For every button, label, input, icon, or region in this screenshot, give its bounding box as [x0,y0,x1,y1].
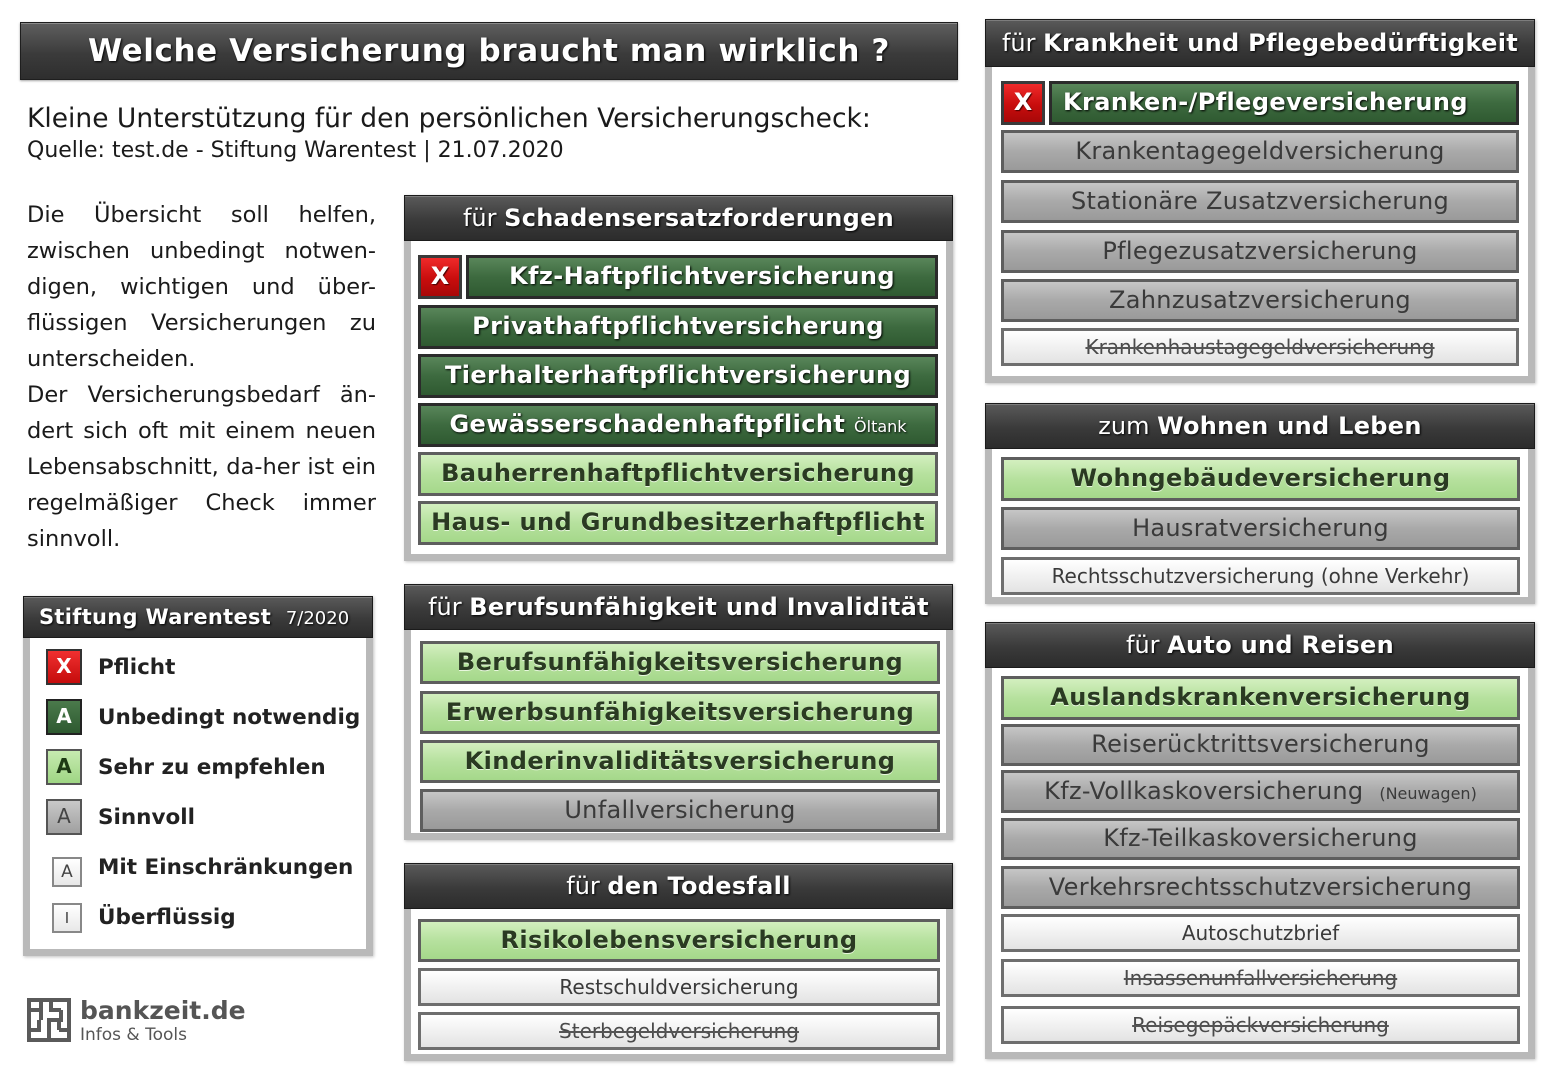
legend-header [23,596,373,638]
header-title: Krankheit und Pflegebedürftigkeit [1043,29,1519,57]
header-prefix: für [1001,29,1036,57]
header-title: Wohnen und Leben [1157,412,1422,440]
insurance-berufsunfaehigkeit: Berufsunfähigkeitsversicherung [420,641,940,684]
a-mark-icon: A [46,799,82,835]
panel-wohnen [985,403,1535,604]
legend-label: Pflicht [98,655,176,680]
insurance-wohngebaeude: Wohngebäudeversicherung [1001,457,1520,501]
insurance-gewaesserschaden [418,403,938,447]
a-mark-icon: A [52,857,82,887]
insurance-kranken-pflege: Kranken-/Pflegeversicherung [1049,81,1519,125]
panel-schadensersatz [404,195,953,561]
panel-todesfall [404,863,953,1061]
header-prefix: für [1126,631,1160,659]
panel-auto [985,622,1535,1059]
insurance-insassenunfall: Insassenunfallversicherung [1001,959,1520,997]
insurance-kfz-vollkasko [1001,770,1520,813]
page-title: Welche Versicherung braucht man wirklich ? [20,22,958,80]
insurance-unfall: Unfallversicherung [420,789,940,832]
insurance-krankentagegeld: Krankentagegeldversicherung [1001,130,1519,173]
insurance-suffix: (Neuwagen) [1379,784,1477,803]
pflicht-x-icon: X [1001,81,1045,125]
legend-panel [23,596,373,956]
logo-name: bankzeit.de [80,996,246,1025]
x-mark-icon: X [46,649,82,685]
insurance-zahnzusatz: Zahnzusatzversicherung [1001,279,1519,322]
legend-label: Sehr zu empfehlen [98,755,326,780]
insurance-reiseruecktritt: Reiserücktrittsversicherung [1001,724,1520,766]
panel-header [985,622,1535,668]
insurance-suffix: Öltank [854,417,907,436]
header-prefix: für [566,872,600,900]
header-prefix: zum [1098,412,1150,440]
insurance-risikoleben: Risikolebensversicherung [418,919,940,962]
panel-header [985,403,1535,449]
legend-label: Sinnvoll [98,805,195,830]
insurance-label: Gewässerschadenhaftpflicht [449,410,846,438]
insurance-kfz-teilkasko: Kfz-Teilkaskoversicherung [1001,818,1520,860]
insurance-erwerbsunfaehigkeit: Erwerbsunfähigkeitsversicherung [420,691,940,734]
insurance-kinderinvaliditaet: Kinderinvaliditätsversicherung [420,740,940,783]
intro-text: Kleine Unterstützung für den persönlichen Versicherungscheck: [27,103,871,134]
insurance-auslandskranken: Auslandskrankenversicherung [1001,676,1520,720]
header-prefix: für [462,204,497,232]
legend-title: Stiftung Warentest [39,605,272,629]
legend-label: Überflüssig [98,905,236,930]
insurance-hausrat: Hausratversicherung [1001,507,1520,550]
panel-header [404,584,953,630]
panel-header [404,863,953,909]
legend-label: Mit Einschränkungen [98,855,354,880]
a-mark-icon: A [46,699,82,735]
insurance-reisegepaeck: Reisegepäckversicherung [1001,1006,1520,1044]
description [27,197,376,557]
insurance-bauherrenhaftpflicht: Bauherrenhaftpflichtversicherung [418,452,938,496]
insurance-privathaftpflicht: Privathaftpflichtversicherung [418,305,938,349]
maze-logo-icon [27,998,71,1042]
panel-berufsunfaehigkeit [404,584,953,840]
insurance-haus-grundbesitzer: Haus- und Grundbesitzerhaftpflicht [418,501,938,545]
insurance-pflegezusatz: Pflegezusatzversicherung [1001,230,1519,273]
source-text: Quelle: test.de - Stiftung Warentest | 21.07.2020 [27,138,564,163]
insurance-label: Kfz-Vollkaskoversicherung [1044,777,1364,805]
insurance-restschuld: Restschuldversicherung [418,968,940,1006]
insurance-krankenhaustagegeld: Krankenhaustagegeldversicherung [1001,328,1519,366]
a-mark-icon: A [46,749,82,785]
description-paragraph-1: Die Übersicht soll helfen, zwischen unbedingt notwen-digen, wichtigen und über-flüssigen Versicherungen zu unterscheiden. [27,202,376,372]
description-paragraph-2: Der Versicherungsbedarf än-dert sich oft mit einem neuen Lebensabschnitt, da-her ist ein regelmäßiger Check immer sinnvoll. [27,382,376,552]
insurance-stationaere-zusatz: Stationäre Zusatzversicherung [1001,180,1519,223]
logo-subtitle: Infos & Tools [80,1025,187,1045]
panel-krankheit [985,19,1535,383]
header-title: Berufsunfähigkeit und Invalidität [469,593,929,621]
insurance-kfz-haftpflicht: Kfz-Haftpflichtversicherung [466,255,938,299]
header-prefix: für [428,593,462,621]
header-title: den Todesfall [607,872,791,900]
insurance-autoschutzbrief: Autoschutzbrief [1001,914,1520,952]
insurance-sterbegeld: Sterbegeldversicherung [418,1012,940,1050]
panel-header [985,19,1535,67]
pflicht-x-icon: X [418,255,462,299]
legend-label: Unbedingt notwendig [98,705,361,730]
insurance-tierhalterhaftpflicht: Tierhalterhaftpflichtversicherung [418,354,938,398]
header-title: Schadensersatzforderungen [504,204,895,232]
insurance-verkehrsrechtsschutz: Verkehrsrechtsschutzversicherung [1001,866,1520,909]
insurance-rechtsschutz: Rechtsschutzversicherung (ohne Verkehr) [1001,557,1520,595]
panel-header [404,195,953,241]
header-title: Auto und Reisen [1167,631,1394,659]
legend-date: 7/2020 [285,608,350,629]
i-mark-icon: I [52,903,82,933]
